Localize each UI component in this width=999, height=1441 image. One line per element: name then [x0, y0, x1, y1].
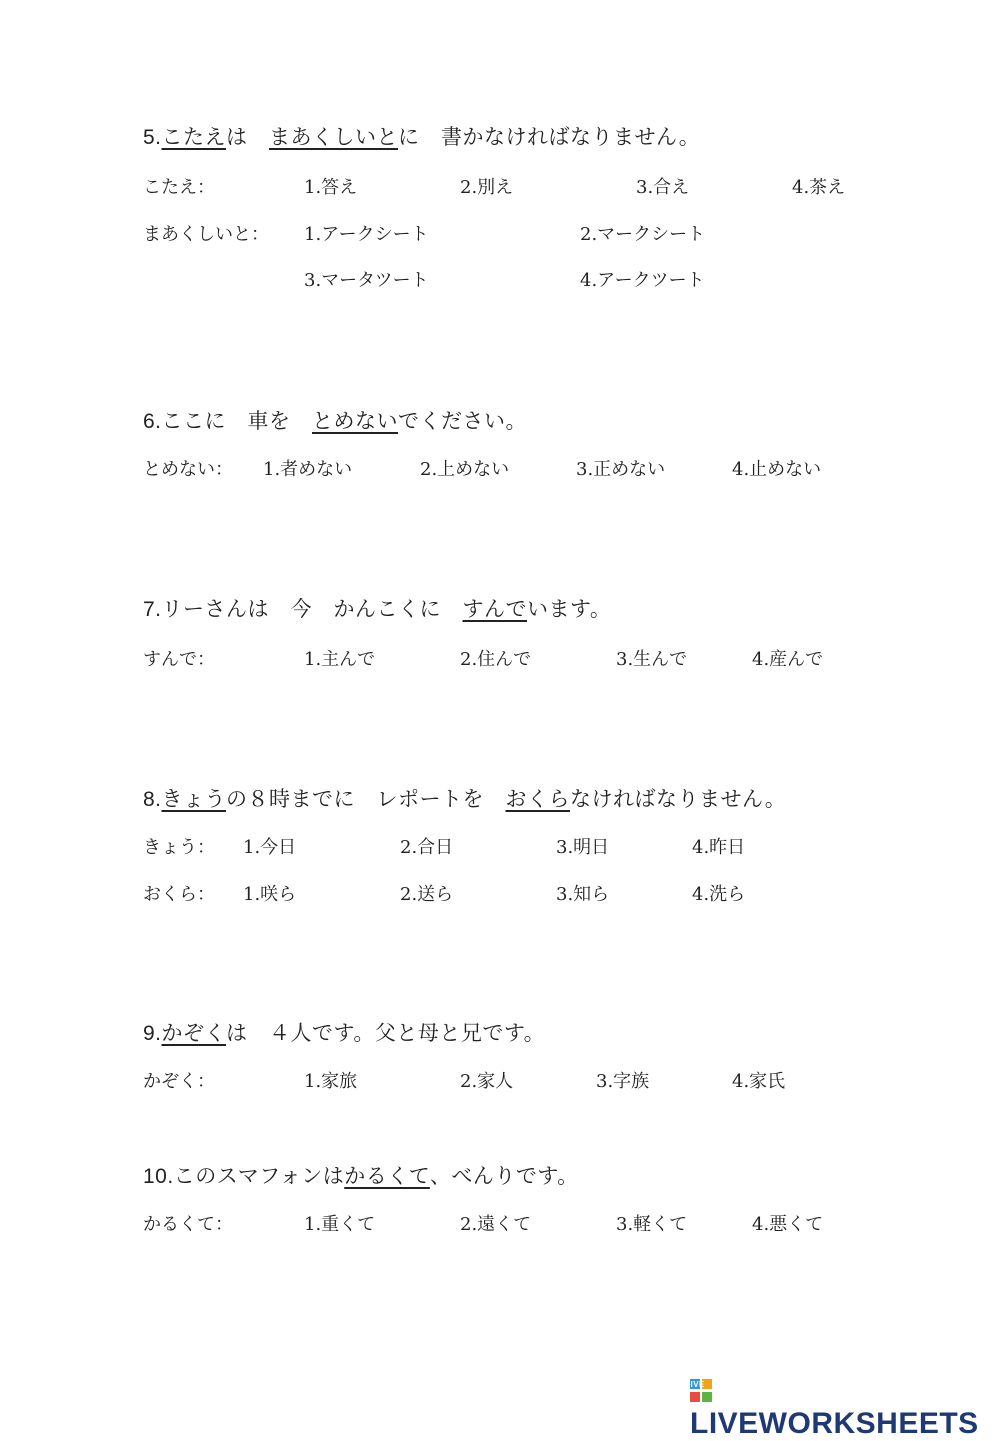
sentence-text: ここに 車を [161, 409, 313, 433]
option-7-2[interactable]: 2.住んで [460, 649, 532, 670]
question-8-sentence [143, 783, 786, 813]
question-5-label-1: こたえ： [143, 177, 215, 198]
sentence-text: でください。 [398, 409, 528, 433]
option-6-4[interactable]: 4.止めない [732, 459, 822, 480]
option-8b-2[interactable]: 2.送ら [400, 884, 454, 905]
sentence-text: このスマフォンは [173, 1164, 345, 1188]
question-number: 8. [143, 788, 162, 811]
sentence-text: は ４人です。父と母と兄です。 [226, 1021, 546, 1045]
liveworksheets-logo-icon [685, 1379, 712, 1403]
underlined-word: まあくしいと [269, 125, 399, 149]
option-7-3[interactable]: 3.生んで [616, 649, 688, 670]
option-8a-1[interactable]: 1.今日 [243, 837, 297, 858]
underlined-word: こたえ [161, 125, 227, 149]
option-5b-1[interactable]: 1.アークシート [304, 224, 429, 245]
underlined-word: きょう [161, 787, 227, 811]
underlined-word: とめない [312, 409, 399, 433]
option-5b-2[interactable]: 2.マークシート [580, 224, 706, 245]
liveworksheets-logo [685, 1373, 999, 1441]
question-number: 9. [143, 1022, 162, 1045]
question-7-label: すんで： [143, 649, 215, 670]
sentence-text: の８時までに レポートを [226, 787, 506, 811]
option-9-2[interactable]: 2.家人 [460, 1071, 514, 1092]
question-number: 5. [143, 126, 162, 149]
option-5a-1[interactable]: 1.答え [304, 177, 358, 198]
question-6-sentence [143, 405, 527, 435]
option-9-4[interactable]: 4.家氏 [732, 1071, 786, 1092]
question-6-label: とめない： [143, 459, 233, 480]
option-8a-2[interactable]: 2.合日 [400, 837, 454, 858]
question-10-sentence [143, 1160, 579, 1190]
sentence-text: は [226, 125, 270, 149]
question-number: 10. [143, 1165, 174, 1188]
underlined-word: おくら [505, 787, 571, 811]
option-5b-4[interactable]: 4.アークツート [580, 270, 705, 291]
sentence-text: リーさんは 今 かんこくに [161, 597, 463, 621]
question-5-label-2: まあくしいと： [143, 224, 269, 245]
option-9-1[interactable]: 1.家旅 [304, 1071, 358, 1092]
underlined-word: すんで [462, 597, 528, 621]
underlined-word: かるくて [344, 1164, 430, 1188]
option-10-4[interactable]: 4.悪くて [752, 1214, 824, 1235]
option-10-1[interactable]: 1.重くて [304, 1214, 376, 1235]
option-6-2[interactable]: 2.上めない [420, 459, 510, 480]
sentence-text: 、べんりです。 [429, 1164, 579, 1188]
option-5a-3[interactable]: 3.合え [636, 177, 690, 198]
question-7-sentence [143, 593, 611, 623]
liveworksheets-logo-text: LIVEWORKSHEETS [690, 1407, 979, 1440]
underlined-word: かぞく [161, 1021, 227, 1045]
option-7-1[interactable]: 1.主んで [304, 649, 376, 670]
option-10-2[interactable]: 2.遠くて [460, 1214, 532, 1235]
option-6-3[interactable]: 3.正めない [576, 459, 666, 480]
option-8a-4[interactable]: 4.昨日 [692, 837, 746, 858]
sentence-text: なければなりません。 [570, 787, 787, 811]
question-number: 7. [143, 598, 162, 621]
option-5a-4[interactable]: 4.茶え [792, 177, 846, 198]
svg-text:LIVE: LIVE [685, 1380, 705, 1390]
option-9-3[interactable]: 3.字族 [596, 1071, 650, 1092]
option-8a-3[interactable]: 3.明日 [556, 837, 610, 858]
option-5b-3[interactable]: 3.マータツート [304, 270, 429, 291]
sentence-text: います。 [527, 597, 612, 621]
question-10-label: かるくて： [143, 1214, 233, 1235]
question-8-label-2: おくら： [143, 884, 215, 905]
question-8-label-1: きょう： [143, 837, 215, 858]
option-8b-3[interactable]: 3.知ら [556, 884, 610, 905]
option-5a-2[interactable]: 2.別え [460, 177, 514, 198]
option-6-1[interactable]: 1.者めない [263, 459, 353, 480]
question-9-sentence [143, 1017, 545, 1047]
question-9-label: かぞく： [143, 1071, 215, 1092]
option-8b-1[interactable]: 1.咲ら [243, 884, 297, 905]
option-7-4[interactable]: 4.産んで [752, 649, 824, 670]
option-8b-4[interactable]: 4.洗ら [692, 884, 746, 905]
question-number: 6. [143, 410, 162, 433]
question-5-sentence [143, 121, 700, 151]
option-10-3[interactable]: 3.軽くて [616, 1214, 688, 1235]
sentence-text: に 書かなければなりません。 [398, 125, 701, 149]
